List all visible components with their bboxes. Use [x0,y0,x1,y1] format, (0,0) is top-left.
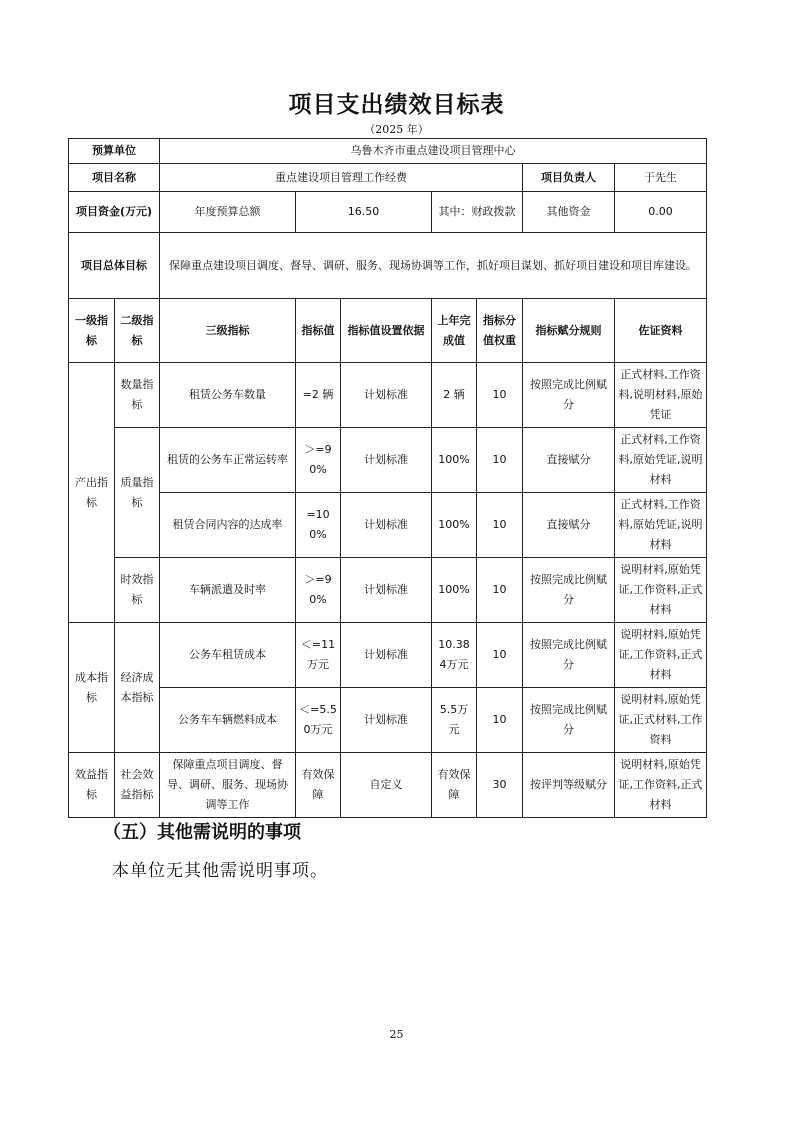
rule-cell: 按照完成比例赋分 [523,623,615,688]
page-number: 25 [389,1028,404,1041]
section-heading: （五）其他需说明的事项 [103,822,301,843]
last-year-cell: 有效保障 [432,753,477,818]
value-cell: ＞=90% [296,558,341,623]
value-cell: ＜=5.50万元 [296,688,341,753]
evidence-cell: 说明材料,原始凭证,正式材料,工作资料 [615,688,707,753]
basis-cell: 计划标准 [341,558,432,623]
project-name-label: 项目名称 [69,164,160,192]
header-cell: 佐证资料 [615,299,707,363]
level2-cell: 时效指标 [115,558,160,623]
rule-cell: 按照完成比例赋分 [523,558,615,623]
other-funds-label: 其他资金 [523,192,615,233]
last-year-cell: 100% [432,558,477,623]
level3-cell: 公务车租赁成本 [160,623,296,688]
header-cell: 指标值 [296,299,341,363]
weight-cell: 30 [477,753,523,818]
value-cell: ＜=11万元 [296,623,341,688]
header-row [69,299,707,363]
evidence-cell: 正式材料,工作资料,说明材料,原始凭证 [615,363,707,428]
header-cell: 三级指标 [160,299,296,363]
weight-cell: 10 [477,428,523,493]
basis-cell: 自定义 [341,753,432,818]
other-funds-value: 0.00 [615,192,707,233]
overall-goal-label: 项目总体目标 [69,233,160,299]
level3-cell: 租赁的公务车正常运转率 [160,428,296,493]
level1-cell: 效益指标 [69,753,115,818]
table-row [69,493,707,558]
fiscal-label: 其中：财政拨款 [432,192,523,233]
level2-cell: 质量指标 [115,428,160,558]
level2-cell: 经济成本指标 [115,623,160,753]
rule-cell: 直接赋分 [523,493,615,558]
last-year-cell: 5.5万元 [432,688,477,753]
header-cell: 指标赋分规则 [523,299,615,363]
annual-total-value: 16.50 [296,192,432,233]
level1-cell: 成本指标 [69,623,115,753]
header-cell: 指标分值权重 [477,299,523,363]
table-row [69,623,707,688]
rule-cell: 按照完成比例赋分 [523,688,615,753]
weight-cell: 10 [477,493,523,558]
overall-goal-value: 保障重点建设项目调度、督导、调研、服务、现场协调等工作，抓好项目谋划、抓好项目建设和项目库建设。 [160,233,707,299]
last-year-cell: 100% [432,493,477,558]
level3-cell: 保障重点项目调度、督导、调研、服务、现场协调等工作 [160,753,296,818]
level3-cell: 租赁公务车数量 [160,363,296,428]
table-row [69,688,707,753]
table-row [69,428,707,493]
budget-unit-value: 乌鲁木齐市重点建设项目管理中心 [160,139,707,164]
basis-cell: 计划标准 [341,363,432,428]
basis-cell: 计划标准 [341,493,432,558]
header-cell: 上年完成值 [432,299,477,363]
level2-cell: 数量指标 [115,363,160,428]
value-cell: =100% [296,493,341,558]
project-leader-value: 于先生 [615,164,707,192]
annual-total-label: 年度预算总额 [160,192,296,233]
table-row [69,558,707,623]
level3-cell: 车辆派遣及时率 [160,558,296,623]
page-title: 项目支出绩效目标表 [288,92,505,118]
last-year-cell: 100% [432,428,477,493]
performance-table [68,138,707,818]
weight-cell: 10 [477,688,523,753]
rule-cell: 直接赋分 [523,428,615,493]
rule-cell: 按照完成比例赋分 [523,363,615,428]
funds-label: 项目资金(万元) [69,192,160,233]
level1-cell: 产出指标 [69,363,115,623]
basis-cell: 计划标准 [341,688,432,753]
evidence-cell: 说明材料,原始凭证,工作资料,正式材料 [615,753,707,818]
budget-unit-label: 预算单位 [69,139,160,164]
last-year-cell: 10.384万元 [432,623,477,688]
level3-cell: 租赁合同内容的达成率 [160,493,296,558]
basis-cell: 计划标准 [341,428,432,493]
header-cell: 一级指标 [69,299,115,363]
evidence-cell: 说明材料,原始凭证,工作资料,正式材料 [615,623,707,688]
last-year-cell: 2 辆 [432,363,477,428]
header-cell: 二级指标 [115,299,160,363]
rule-cell: 按评判等级赋分 [523,753,615,818]
weight-cell: 10 [477,623,523,688]
section-body: 本单位无其他需说明事项。 [112,861,328,881]
weight-cell: 10 [477,363,523,428]
table-row [69,753,707,818]
year-label: （2025 年） [364,123,429,136]
value-cell: 有效保障 [296,753,341,818]
value-cell: =2 辆 [296,363,341,428]
header-cell: 指标值设置依据 [341,299,432,363]
basis-cell: 计划标准 [341,623,432,688]
weight-cell: 10 [477,558,523,623]
evidence-cell: 正式材料,工作资料,原始凭证,说明材料 [615,428,707,493]
project-leader-label: 项目负责人 [523,164,615,192]
evidence-cell: 正式材料,工作资料,原始凭证,说明材料 [615,493,707,558]
project-name-value: 重点建设项目管理工作经费 [160,164,523,192]
evidence-cell: 说明材料,原始凭证,工作资料,正式材料 [615,558,707,623]
value-cell: ＞=90% [296,428,341,493]
level2-cell: 社会效益指标 [115,753,160,818]
table-row [69,363,707,428]
level3-cell: 公务车车辆燃料成本 [160,688,296,753]
